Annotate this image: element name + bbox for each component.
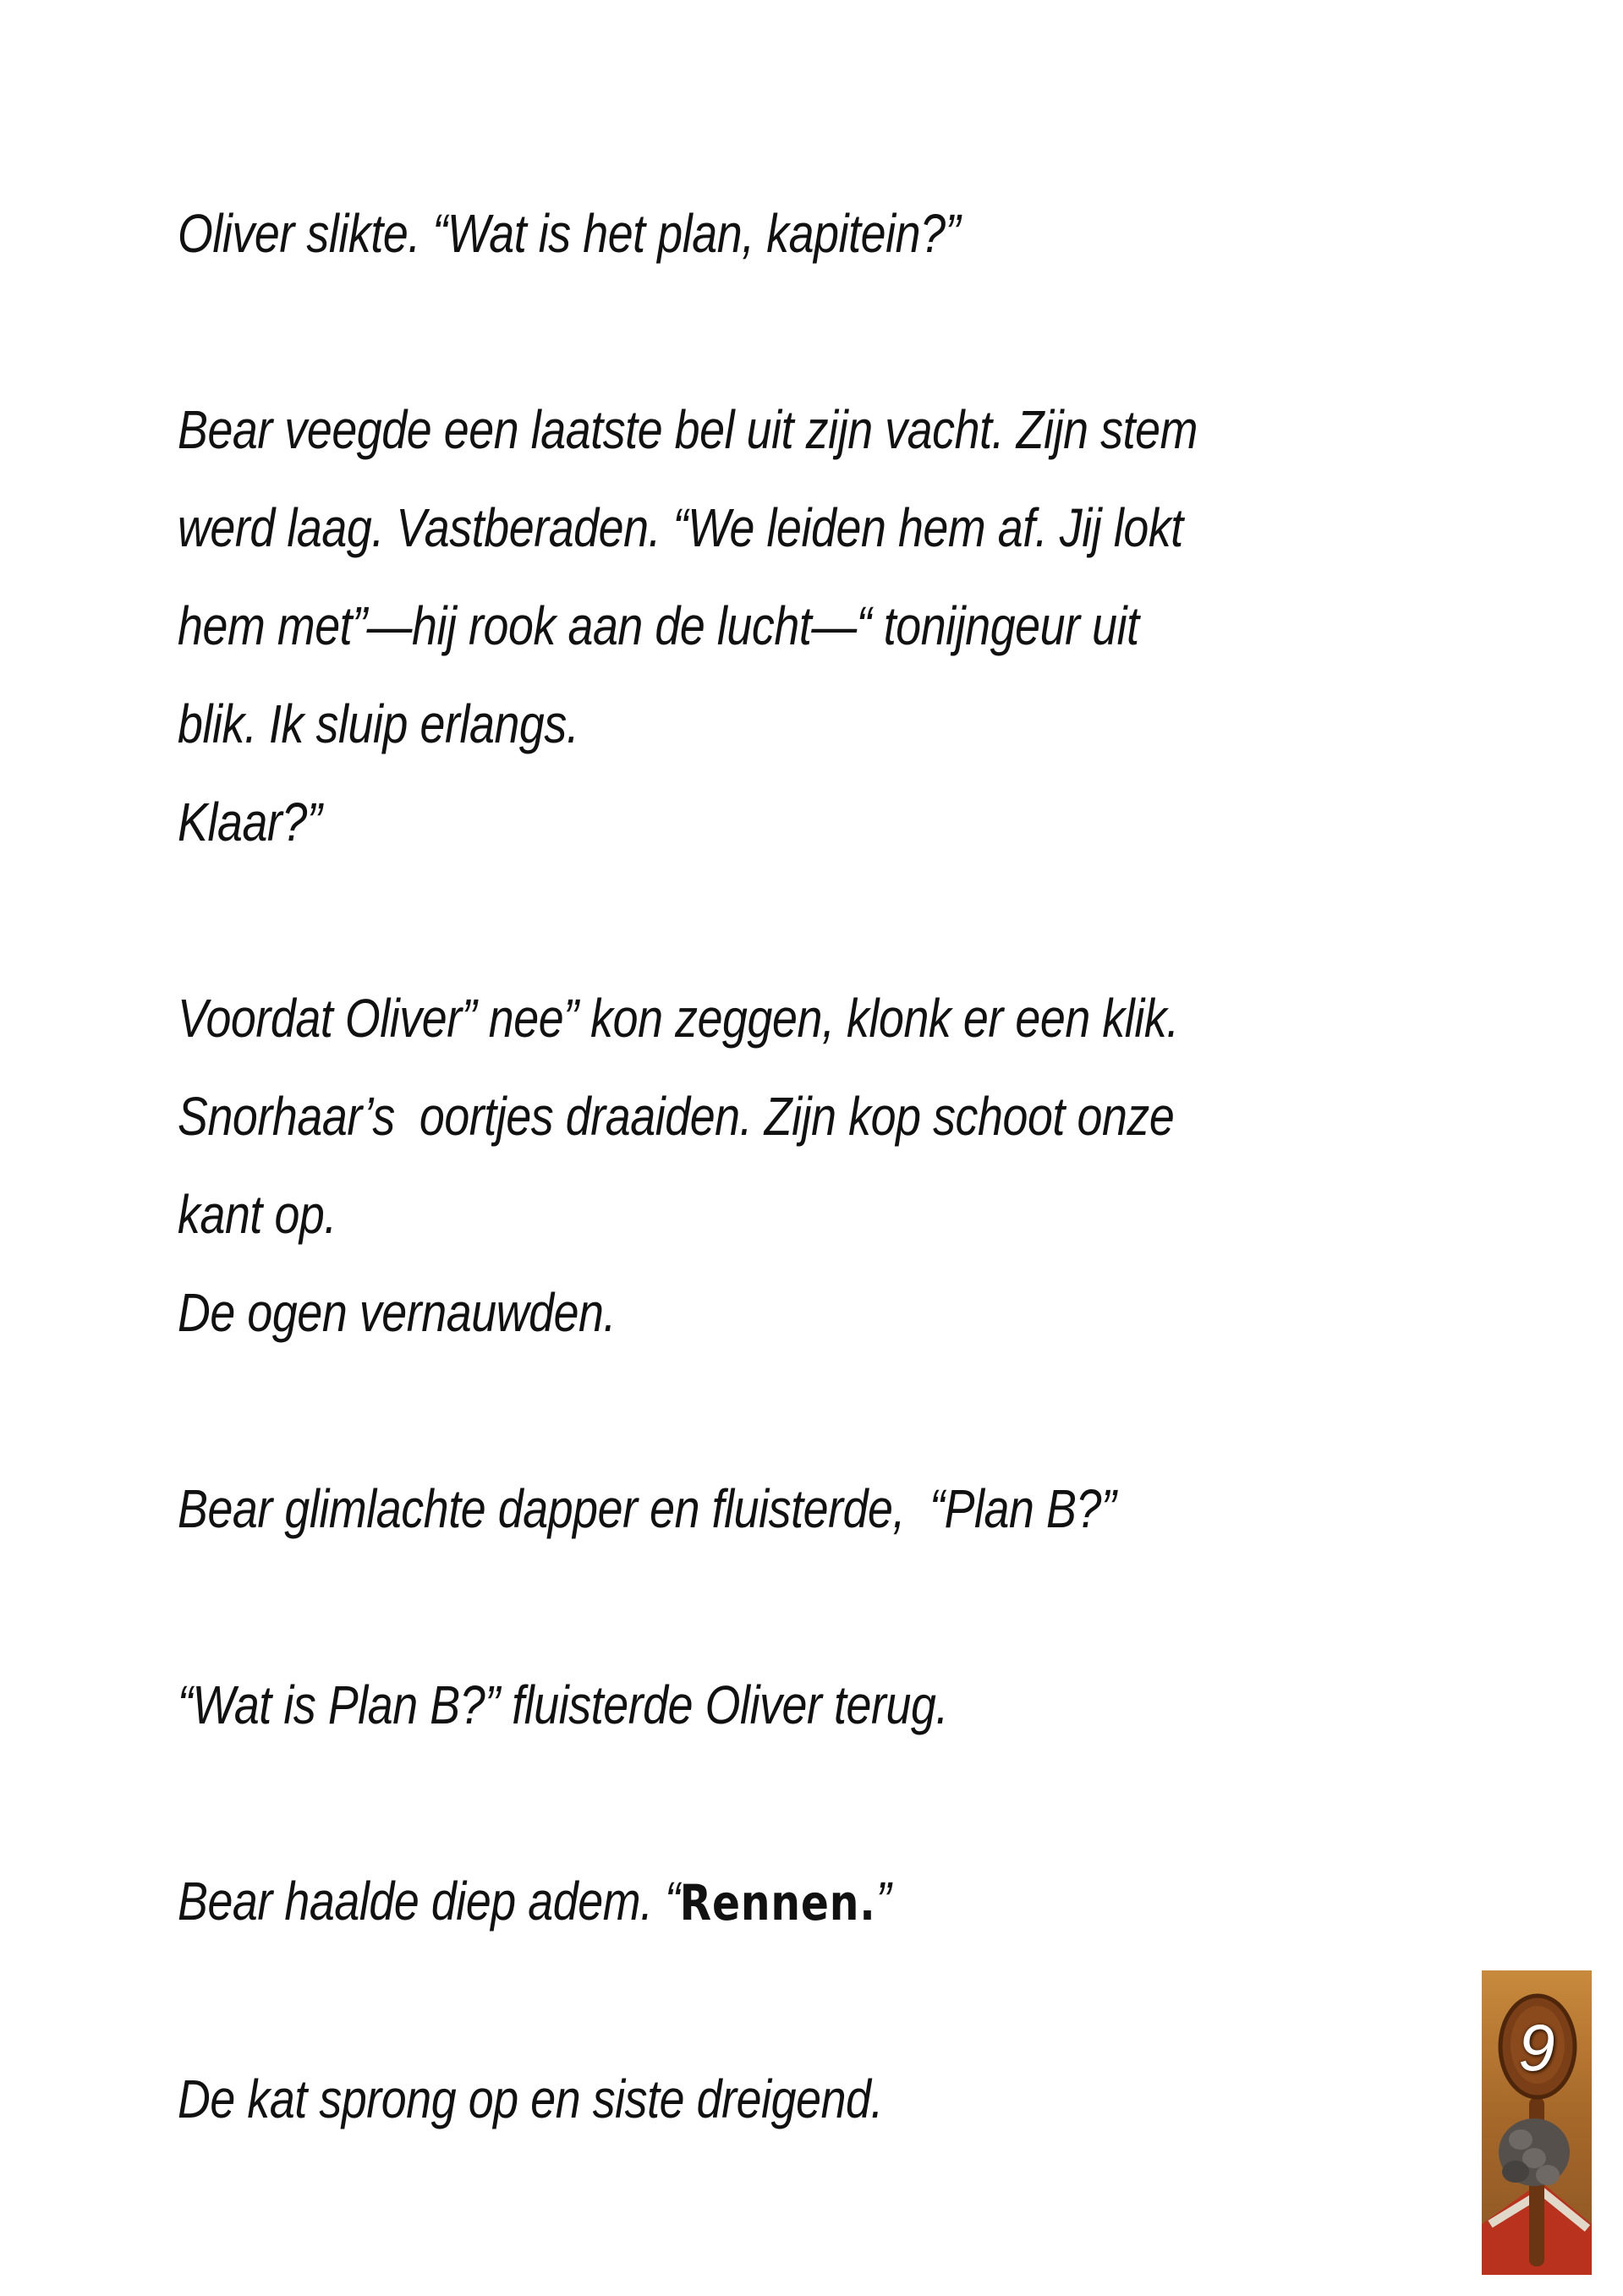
story-text (178, 184, 1286, 2246)
paragraph-2 (178, 381, 1286, 871)
paragraph-1 (178, 184, 1286, 282)
text-line: Bear veegde een laatste bel uit zijn vacht. Zijn stem (178, 399, 1198, 460)
text-line (178, 1852, 1286, 1952)
emphasis-word: Rennen. (679, 1874, 876, 1932)
text-line: Voordat Oliver” nee” kon zeggen, klonk er een klik. (178, 988, 1179, 1049)
page-number: 9 (1518, 2010, 1555, 2085)
text-line: Oliver slikte. “Wat is het plan, kapitein?” (178, 203, 961, 264)
text-line: Klaar?” (178, 792, 322, 852)
text-line: Bear glimlachte dapper en fluisterde, “Plan B?” (178, 1478, 1116, 1539)
text-line: De kat sprong op en siste dreigend. (178, 2069, 884, 2129)
paragraph-4 (178, 1460, 1286, 1558)
paragraph-7 (178, 2050, 1286, 2148)
page-number-badge (1482, 1970, 1592, 2275)
text-line: De ogen vernauwden. (178, 1282, 617, 1343)
text-line: hem met”—hij rook aan de lucht—“ tonijngeur uit (178, 595, 1139, 656)
text-line: werd laag. Vastberaden. “We leiden hem af. Jij lokt (178, 497, 1183, 558)
paragraph-6 (178, 1852, 1286, 1952)
paragraph-5 (178, 1656, 1286, 1754)
text-line: “Wat is Plan B?” fluisterde Oliver terug. (178, 1674, 948, 1735)
text-lead: Bear haalde diep adem. “ (178, 1871, 680, 1932)
text-line: Snorhaar’s oortjes draaiden. Zijn kop schoot onze (178, 1086, 1175, 1147)
text-line: blik. Ik sluip erlangs. (178, 693, 579, 754)
paragraph-3 (178, 969, 1286, 1362)
text-line: kant op. (178, 1184, 337, 1245)
text-trail: ” (875, 1871, 891, 1932)
